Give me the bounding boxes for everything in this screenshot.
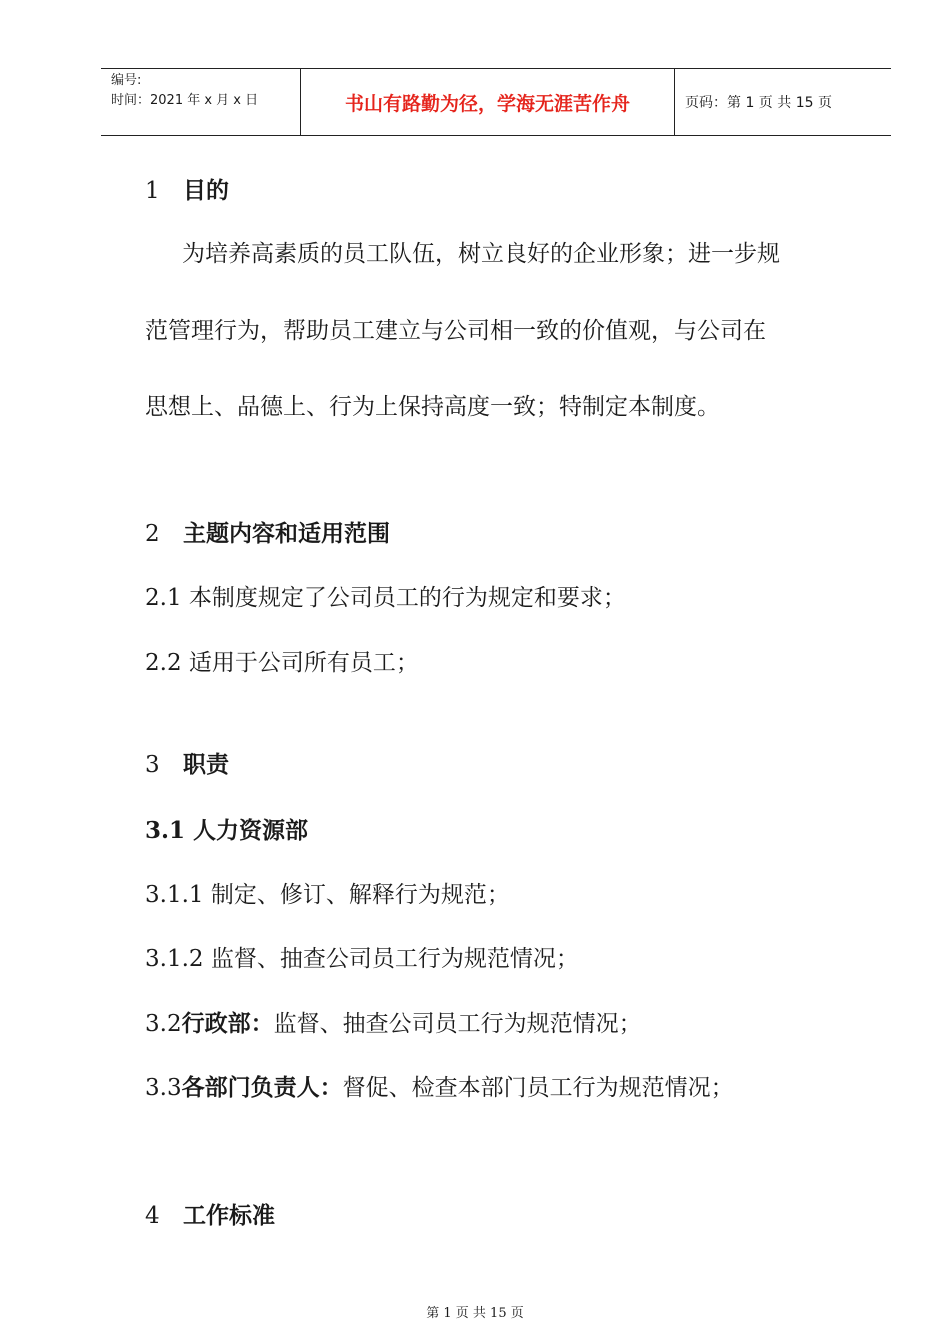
page-footer: 第 1 页 共 15 页: [426, 1306, 524, 1321]
section-2-item-2: 2.2 适用于公司所有员工；: [145, 650, 419, 676]
section-2-number: 2: [145, 521, 160, 547]
section-3-heading: [145, 746, 229, 779]
section-3-1-2-item: 3.1.2 监督、抽查公司员工行为规范情况；: [145, 946, 579, 972]
header-page-info: 页码：第 1 页 共 15 页: [685, 95, 832, 111]
section-3-title: 职责: [183, 752, 229, 778]
section-2-item-1: 2.1 本制度规定了公司员工的行为规定和要求；: [145, 585, 626, 611]
section-1-number: 1: [145, 178, 160, 204]
section-2-title: 主题内容和适用范围: [183, 521, 390, 547]
section-1-paragraph-line-3: 思想上、品德上、行为上保持高度一致；特制定本制度。: [145, 394, 720, 420]
header-number-label: 编号:: [111, 73, 142, 88]
section-3-3-label: 各部门负责人：: [181, 1075, 343, 1101]
section-3-3-item: [145, 1069, 734, 1102]
section-4-heading: [145, 1197, 275, 1230]
header-meta: [101, 69, 301, 135]
section-3-1-title: 人力资源部: [193, 818, 309, 844]
section-1-heading: [145, 172, 229, 205]
section-3-1-heading: [145, 812, 308, 845]
header-motto: 书山有路勤为径，学海无涯苦作舟: [301, 69, 675, 135]
section-3-2-item: [145, 1005, 642, 1038]
section-3-3-number: 3.3: [145, 1075, 182, 1101]
section-1-title: 目的: [183, 178, 229, 204]
section-3-1-1-item: 3.1.1 制定、修订、解释行为规范；: [145, 882, 510, 908]
section-3-2-label: 行政部：: [181, 1011, 274, 1037]
section-1-paragraph-line-2: 范管理行为，帮助员工建立与公司相一致的价值观，与公司在: [145, 318, 766, 344]
section-3-1-number: 3.1: [145, 817, 186, 844]
section-3-2-number: 3.2: [145, 1011, 182, 1037]
section-2-heading: [145, 515, 390, 548]
section-3-number: 3: [145, 752, 160, 778]
section-1-paragraph-line-1: 为培养高素质的员工队伍，树立良好的企业形象；进一步规: [182, 241, 780, 267]
section-4-number: 4: [145, 1203, 160, 1229]
section-4-title: 工作标准: [183, 1203, 275, 1229]
document-header: [101, 68, 891, 136]
section-3-2-text: 监督、抽查公司员工行为规范情况；: [273, 1011, 642, 1037]
section-3-3-text: 督促、检查本部门员工行为规范情况；: [342, 1075, 734, 1101]
header-time-label: 时间：2021 年 x 月 x 日: [111, 93, 259, 108]
